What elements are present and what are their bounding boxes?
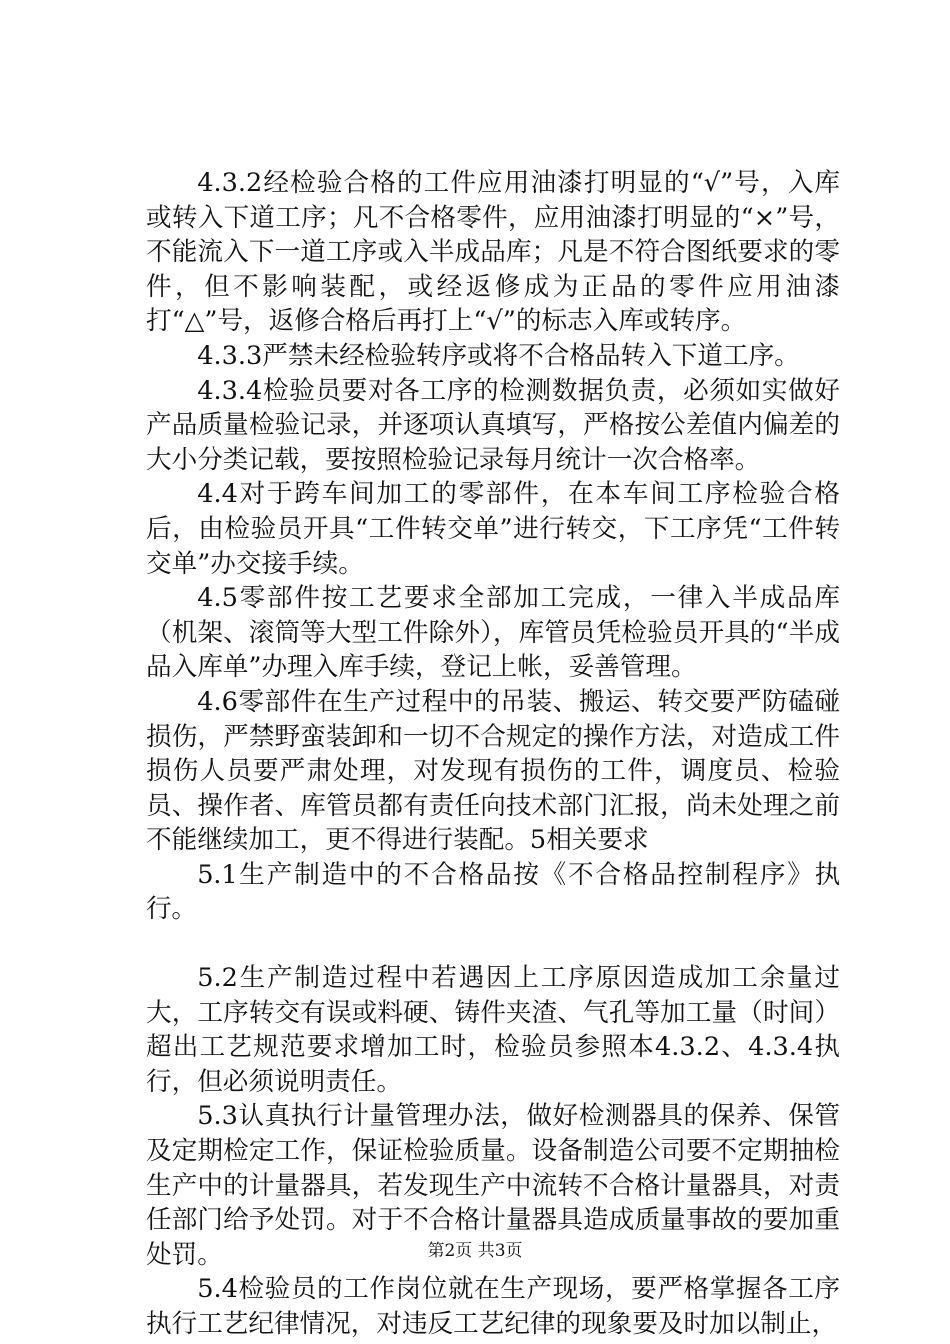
page-number-footer: 第2页 共3页 — [427, 1241, 523, 1261]
paragraph-5-3: 5.3认真执行计量管理办法，做好检测器具的保养、保管及定期检定工作，保证检验质量。设备制造公司要不定期抽检生产中的计量器具，若发现生产中流转不合格计量器具，对责任部门给予处罚。对于不合格计量器具造成质量事故的要加重处罚。 — [146, 1101, 840, 1270]
paragraph-5-1: 5.1生产制造中的不合格品按《不合格品控制程序》执行。 — [146, 859, 840, 925]
paragraph-4-6: 4.6零部件在生产过程中的吊装、搬运、转交要严防磕碰损伤，严禁野蛮装卸和一切不合规定的操作方法，对造成工件损伤人员要严肃处理，对发现有损伤的工件，调度员、检验员、操作者、库管员都有责任向技术部门汇报，尚未处理之前不能继续加工，更不得进行装配。5相关要求 — [146, 686, 840, 856]
paragraph-4-3-2: 4.3.2经检验合格的工件应用油漆打明显的“√”号，入库或转入下道工序；凡不合格零件，应用油漆打明显的“×”号，不能流入下一道工序或入半成品库；凡是不符合图纸要求的零件，但不影响装配，或经返修成为正品的零件应用油漆打“△”号，返修合格后再打上“√”的标志入库或转序。 — [146, 168, 840, 337]
document-body — [146, 166, 840, 1342]
paragraph-4-4: 4.4对于跨车间加工的零部件，在本车间工序检验合格后，由检验员开具“工件转交单”进行转交，下工序凭“工件转交单”办交接手续。 — [146, 479, 840, 579]
paragraph-5-4: 5.4检验员的工作岗位就在生产现场，要严格掌握各工序执行工艺纪律情况，对违反工艺纪律的现象要及时加以制止， — [146, 1274, 840, 1339]
paragraph-4-5: 4.5零部件按工艺要求全部加工完成，一律入半成品库（机架、滚筒等大型工件除外），库管员凭检验员开具的“半成品入库单”办理入库手续，登记上帐，妥善管理。 — [146, 583, 840, 683]
paragraph-4-3-4: 4.3.4检验员要对各工序的检测数据负责，必须如实做好产品质量检验记录，并逐项认真填写，严格按公差值内偏差的大小分类记载，要按照检验记录每月统计一次合格率。 — [146, 375, 840, 475]
paragraph-5-2: 5.2生产制造过程中若遇因上工序原因造成加工余量过大，工序转交有误或料硬、铸件夹渣、气孔等加工量（时间）超出工艺规范要求增加工时，检验员参照本4.3.2、4.3.4执行，但必须说明责任。 — [146, 963, 840, 1097]
paragraph-4-3-3: 4.3.3严禁未经检验转序或将不合格品转入下道工序。 — [197, 340, 800, 371]
